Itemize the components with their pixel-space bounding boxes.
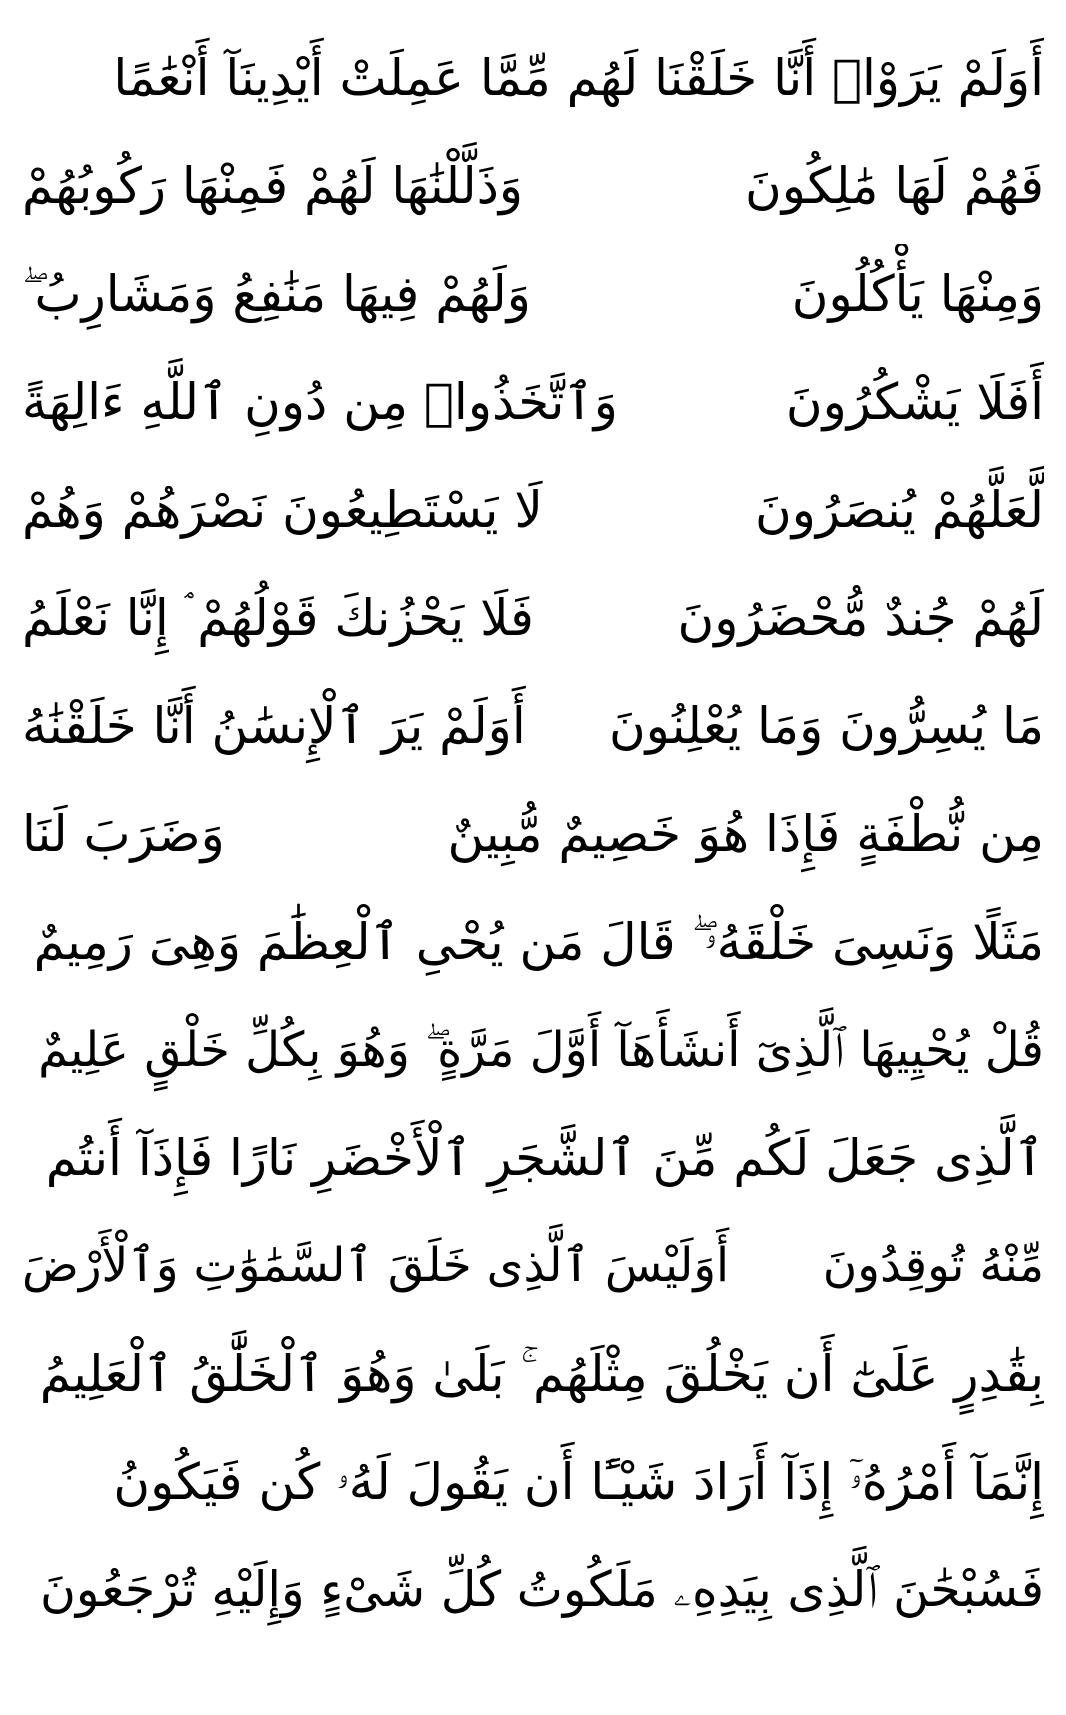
text-line [22,892,1044,992]
text-line [22,352,1044,452]
verse-segment: ٱلَّذِى جَعَلَ لَكُم مِّنَ ٱلشَّجَرِ ٱلْأَخْضَرِ نَارًا فَإِذَآ أَنتُم [45,1129,1044,1187]
verse-segment: فَلَا يَحْزُنكَ قَوْلُهُمْ ۘ إِنَّا نَعْلَمُ [22,589,534,647]
text-line [22,784,1044,884]
text-line [22,244,1044,344]
verse-segment: إِنَّمَآ أَمْرُهُۥٓ إِذَآ أَرَادَ شَيْـًٔا أَن يَقُولَ لَهُۥ كُن فَيَكُونُ [113,1453,1044,1511]
verse-segment: وَذَلَّلْنَٰهَا لَهُمْ فَمِنْهَا رَكُوبُهُمْ [22,157,524,215]
verse-segment: فَهُمْ لَهَا مَٰلِكُونَ [744,157,1044,215]
text-line [22,460,1044,560]
verse-segment: أَوَلَيْسَ ٱلَّذِى خَلَقَ ٱلسَّمَٰوَٰتِ وَٱلْأَرْضَ [22,1238,730,1293]
text-line [22,1432,1044,1532]
verse-segment: مَثَلًا وَنَسِىَ خَلْقَهُۥ ۖ قَالَ مَن يُحْىِ ٱلْعِظَٰمَ وَهِىَ رَمِيمٌ [33,913,1044,971]
text-line [22,136,1044,236]
text-line [22,1324,1044,1424]
text-line [22,1216,1044,1316]
verse-segment: لَّعَلَّهُمْ يُنصَرُونَ [755,481,1044,539]
verse-segment: بِقَٰدِرٍ عَلَىٰٓ أَن يَخْلُقَ مِثْلَهُم ۚ بَلَىٰ وَهُوَ ٱلْخَلَّٰقُ ٱلْعَلِيمُ [39,1345,1044,1403]
verse-segment: لَهُمْ جُندٌ مُّحْضَرُونَ [677,589,1044,647]
verse-segment: لَا يَسْتَطِيعُونَ نَصْرَهُمْ وَهُمْ [22,481,543,539]
verse-segment: وَضَرَبَ لَنَا [22,805,225,863]
text-line [22,1540,1044,1640]
verse-segment: أَوَلَمْ يَرَ ٱلْإِنسَٰنُ أَنَّا خَلَقْنَٰهُ [22,697,526,755]
text-line [22,28,1044,128]
verse-segment: وَلَهُمْ فِيهَا مَنَٰفِعُ وَمَشَارِبُ ۖ [22,265,531,323]
verse-segment: أَفَلَا يَشْكُرُونَ [785,373,1044,431]
verse-segment: مَا يُسِرُّونَ وَمَا يُعْلِنُونَ [608,697,1044,755]
verse-segment: أَوَلَمْ يَرَوْا۟ أَنَّا خَلَقْنَا لَهُم مِّمَّا عَمِلَتْ أَيْدِينَآ أَنْعَٰمًا [113,49,1044,107]
text-line [22,568,1044,668]
text-line [22,1000,1044,1100]
verse-segment: وَمِنْهَا يَأْكُلُونَ [791,265,1044,323]
verse-segment: وَٱتَّخَذُوا۟ مِن دُونِ ٱللَّهِ ءَالِهَةً [22,373,618,431]
verse-segment: مِن نُّطْفَةٍ فَإِذَا هُوَ خَصِيمٌ مُّبِينٌ [447,805,1044,863]
verse-segment: مِّنْهُ تُوقِدُونَ [822,1238,1044,1293]
text-line [22,1108,1044,1208]
verse-segment: قُلْ يُحْيِيهَا ٱلَّذِىٓ أَنشَأَهَآ أَوَّلَ مَرَّةٍ ۖ وَهُوَ بِكُلِّ خَلْقٍ عَلِيمٌ [38,1022,1044,1078]
text-line [22,676,1044,776]
verse-segment: فَسُبْحَٰنَ ٱلَّذِى بِيَدِهِۦ مَلَكُوتُ كُلِّ شَىْءٍ وَإِلَيْهِ تُرْجَعُونَ [39,1561,1044,1618]
